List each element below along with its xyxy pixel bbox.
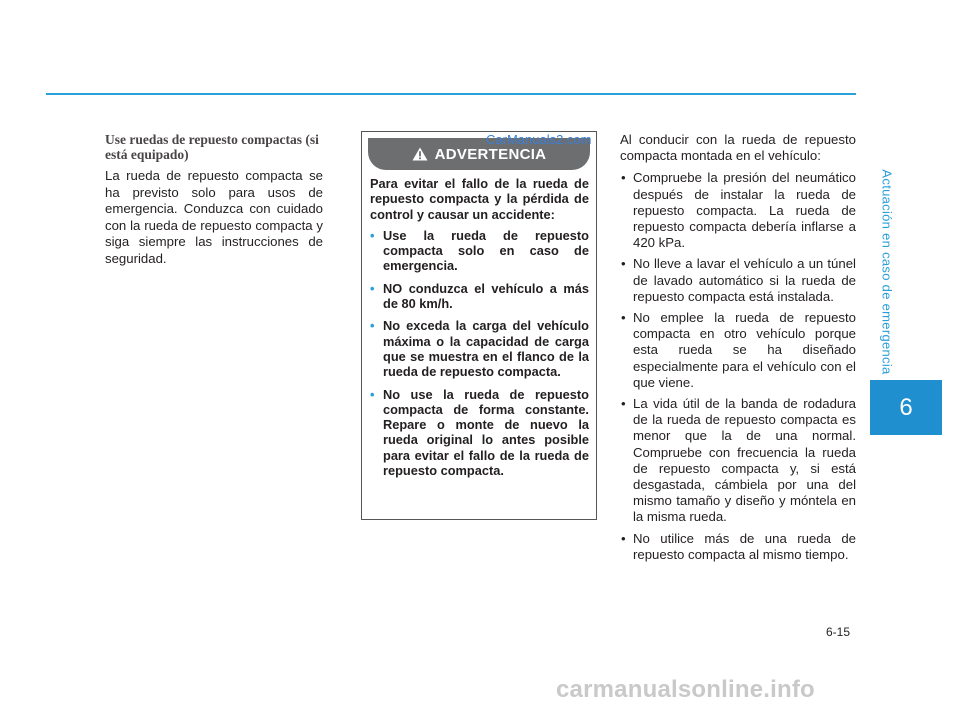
chapter-title: Actuación en caso de emergencia — [879, 169, 895, 375]
left-column — [105, 132, 323, 267]
warning-item: • Use la rueda de repuesto compacta solo en caso de emergencia. — [370, 227, 589, 274]
list-item: • No lleve a lavar el vehículo a un túnel de lavado automático si la rueda de repuesto compacta está instalada. — [621, 256, 856, 304]
bullet-icon: • — [621, 170, 626, 186]
chapter-side-label — [870, 169, 904, 375]
bullet-icon: • — [621, 530, 626, 546]
bullet-icon: • — [621, 310, 626, 326]
right-column — [620, 132, 856, 568]
warning-item: • NO conduzca el vehículo a más de 80 km/h. — [370, 280, 589, 312]
warning-list — [370, 228, 589, 478]
bullet-icon: • — [621, 256, 626, 272]
warning-body — [370, 176, 589, 485]
warning-title: ADVERTENCIA — [434, 145, 547, 163]
list-item: • La vida útil de la banda de rodadura de la rueda de repuesto compacta es menor que la de una normal. Compruebe con frecuencia la rueda de repuesto compacta y, si está desgastada, cámbiela por una del mismo tamaño y diseño y móntela en la misma rueda. — [621, 396, 856, 525]
section-heading: Use ruedas de repuesto compactas (si está equipado) — [105, 132, 319, 162]
warning-box — [361, 131, 597, 520]
warning-item: • No use la rueda de repuesto compacta de forma constante. Repare o monte de nuevo la rueda original lo antes posible para evitar el fallo de la rueda de repuesto compacta. — [370, 386, 589, 479]
bullet-icon: • — [370, 227, 375, 243]
chapter-tab: 6 — [870, 380, 942, 435]
intro-paragraph: La rueda de repuesto compacta se ha previsto solo para usos de emergencia. Conduzca con cuidado con la rueda de repuesto compacta y siga siempre las instrucciones de seguridad. — [105, 168, 323, 266]
list-item: • No utilice más de una rueda de repuesto compacta al mismo tiempo. — [621, 530, 856, 562]
warning-intro: Para evitar el fallo de la rueda de repuesto compacta y la pérdida de control y causar un accidente: — [370, 176, 589, 222]
bullet-icon: • — [621, 396, 626, 412]
warning-item: • No exceda la carga del vehículo máxima o la capacidad de carga que se muestra en el flanco de la rueda de repuesto compacta. — [370, 318, 589, 380]
header-rule — [46, 93, 856, 95]
page-number: 6-15 — [826, 625, 851, 639]
bullet-icon: • — [370, 386, 375, 402]
warning-triangle-icon — [412, 147, 428, 161]
list-item: • No emplee la rueda de repuesto compacta en otro vehículo porque esta rueda se ha diseñado especialmente para el vehículo con el que viene. — [621, 310, 856, 390]
bullet-icon: • — [370, 280, 375, 296]
top-watermark[interactable]: CarManuals2.com — [486, 132, 592, 147]
bullet-icon: • — [370, 318, 375, 334]
footer-watermark[interactable]: carmanualsonline.info — [556, 676, 815, 703]
right-list — [620, 170, 856, 563]
right-intro: Al conducir con la rueda de repuesto compacta montada en el vehículo: — [620, 132, 856, 164]
list-item: • Compruebe la presión del neumático después de instalar la rueda de repuesto compacta. La rueda de repuesto compacta debería inflarse a 420 kPa. — [621, 170, 856, 251]
